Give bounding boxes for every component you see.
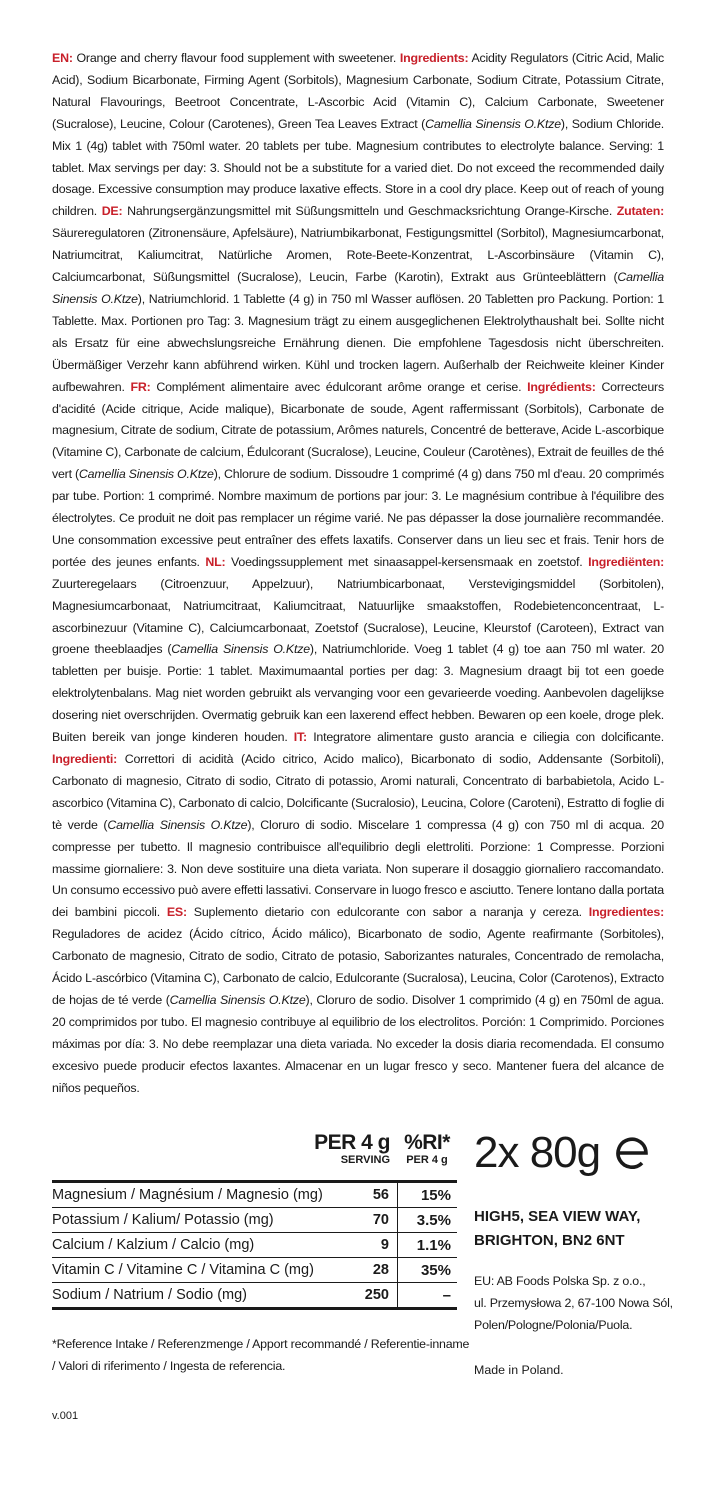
table-row [52,1258,457,1283]
nutrient-value: 28 [337,1258,398,1283]
nutrient-name: Potassium / Kalium/ Potassio (mg) [52,1208,337,1233]
ingredients-label-it: Ingredienti: [52,752,118,766]
reference-intake-footnote: *Reference Intake / Referenzmenge / Apport recommandé / Referentie-inname / Valori di riferimento / Ingesta de referencia. [52,1337,470,1373]
per-4g-heading: PER 4 g [314,1131,390,1154]
pack-quantity-row [474,1125,674,1181]
ingredients-label-nl: Ingrediënten: [588,554,665,569]
directions-text-en: ), Sodium Chloride. Mix 1 (4g) tablet with 750ml water. 20 tablets per tube. Magnesium contributes to electrolyte balance. Serving: 1 tablet. Max servings per day: 3. Should not be a substitute for a varied diet. Do not exceed the recommended daily dosage. Excessive consumption may produce laxative effects. Store in a cool dry place. Keep out of reach of young children. [52,116,665,219]
nutrient-ri: 1.1% [398,1233,458,1258]
serving-subheading: SERVING [340,1154,390,1166]
ingredients-label-es: Ingredientes: [588,905,664,920]
species-name-fr: Camellia Sinensis O.Ktze [78,467,214,482]
ri-subheading: PER 4 g [406,1154,448,1166]
ri-heading: %RI* [404,1131,450,1154]
address-line-2: BRIGHTON, BN2 6NT [474,1232,625,1249]
ingredients-text-fr: Correcteurs d'acidité (Acide citrique, Acide malique), Bicarbonate de soude, Agent raffermissant (Sorbitols), Carbonate de magnesium, Citrate de sodium, Citrate de potassium, Arômes naturels, Concentré de betterave, Acide L-ascorbique (Vitamine C), Carbonate de calcium, Édulcorant (Sucralose), Leucine, Couleur (Carotènes), Extrait de feuilles de thé vert ( [52,379,664,482]
species-name-de: Camellia Sinensis O.Ktze [52,270,664,306]
nutrient-name: Magnesium / Magnésium / Magnesio (mg) [52,1182,337,1208]
pack-info [474,1125,674,1380]
ingredients-text-en: Acidity Regulators (Citric Acid, Malic Acid), Sodium Bicarbonate, Firming Agent (Sorbitols), Magnesium Carbonate, Sodium Citrate, Potassium Citrate, Natural Flavourings, Beetroot Concentrate, L-Ascorbic Acid (Vitamin C), Calcium Carbonate, Sweetener (Sucralose), Leucine, Colour (Carotenes), Green Tea Leaves Extract ( [52,51,664,131]
ingredients-label-en: Ingredients: [399,51,469,65]
nutrient-ri: 15% [398,1182,458,1208]
nutrient-ri: – [398,1283,458,1309]
nutrient-value: 70 [337,1208,398,1233]
nutrient-ri: 3.5% [398,1208,458,1233]
ingredients-text-de: Säureregulatoren (Zitronensäure, Apfelsäure), Natriumbikarbonat, Festigungsmittel (Sorbitol), Magnesiumcarbonat, Natriumcitrat, Kaliumcitrat, Natürliche Aromen, Rote-Beete-Konzentrat, L-Ascorbinsäure (Vitamin C), Calciumcarbonat, Süßungsmittel (Sucralose), Leucin, Farbe (Karotin), Extrakt aus Grünteeblättern ( [52,226,664,285]
address-line-1: HIGH5, SEA VIEW WAY, [474,1208,641,1225]
table-row [52,1283,457,1309]
version-code: v.001 [52,1410,79,1422]
species-name-it: Camellia Sinensis O.Ktze [107,817,248,832]
lang-code-fr: FR: [130,379,151,394]
product-description-it: Integratore alimentare gusto arancia e ciliegia con dolcificante. [313,730,664,745]
species-name-nl: Camellia Sinensis O.Ktze [171,642,310,657]
nutrition-table-header [52,1130,457,1180]
eu-line-1: EU: AB Foods Polska Sp. z o.o., [474,1274,646,1288]
ri-header [398,1132,456,1167]
eu-importer-address [474,1271,674,1337]
nutrient-name: Sodium / Natrium / Sodio (mg) [52,1283,337,1309]
nutrient-ri: 35% [398,1258,458,1283]
product-description-de: Nahrungsergänzungsmittel mit Süßungsmitteln und Geschmacksrichtung Orange-Kirsche. [127,204,613,219]
directions-text-it: ), Cloruro di sodio. Miscelare 1 compressa (4 g) con 750 ml di acqua. 20 compresse per tubetto. Il magnesio contribuisce all'equilibrio degli elettroliti. Porzione: 1 Compresse. Porzioni massime giornaliere: 3. Non deve sostituire una dieta variata. Non superare il dosaggio giornaliero raccomandato. Un consumo eccessivo può avere effetti lassativi. Conservare in luogo fresco e asciutto. Tenere lontano dalla portata dei bambini piccoli. [52,817,664,920]
lang-code-it: IT: [293,730,307,745]
lang-code-de: DE: [101,204,123,219]
species-name-en: Camellia Sinensis O.Ktze [425,116,561,131]
ingredients-text-it: Correttori di acidità (Acido citrico, Acido malico), Bicarbonato di sodio, Addensante (Sorbitoli), Carbonato di magnesio, Citrato di sodio, Citrato di potassio, Aromi naturali, Concentrato di barbabietola, Acido L-ascorbico (Vitamina C), Carbonato di calcio, Dolcificante (Sucralosio), Leucina, Colore (Caroteni), Estratto di foglie di tè verde ( [52,752,664,832]
product-description-es: Suplemento dietario con edulcorante con sabor a naranja y cereza. [193,905,582,920]
nutrient-value: 9 [337,1233,398,1258]
ingredients-text-nl: Zuurteregelaars (Citroenzuur, Appelzuur), Natriumbicarbonaat, Verstevigingsmiddel (Sorbitolen), Magnesiumcarbonaat, Natriumcitraat, Kaliumcitraat, Natuurlijke smaakstoffen, Rodebietenconcentraat, L-ascorbinezuur (Vitamine C), Calciumcarbonaat, Zoetstof (Sucralose), Leucine, Kleurstof (Caroteen), Extract van groene theeblaadjes ( [52,576,664,657]
product-description-en: Orange and cherry flavour food supplement with sweetener. [76,51,397,65]
ingredients-text-es: Reguladores de acidez (Ácido cítrico, Ácido málico), Bicarbonato de sodio, Agente reafirmante (Sorbitoles), Carbonato de magnesio, Citrato de sodio, Citrato de potasio, Saborizantes naturales, Concentrado de remolacha, Ácido L-ascórbico (Vitamina C), Carbonato de calcio, Edulcorante (Sucralosa), Leucina, Color (Carotenos), Extracto de hojas de té verde ( [52,927,664,1007]
pack-quantity: 2x 80g [474,1128,601,1177]
lang-code-nl: NL: [205,554,226,569]
made-in-note: Made in Poland. [474,1362,564,1377]
lang-code-en: EN: [52,51,73,65]
directions-text-fr: ), Chlorure de sodium. Dissoudre 1 comprimé (4 g) dans 750 ml d'eau. 20 comprimés par tube. Portion: 1 comprimé. Nombre maximum de portions par jour: 3. Le magnésium contribue à l'équilibre des électrolytes. Ce produit ne doit pas remplacer un régime varié. Ne pas dépasser la dose journalière recommandée. Une consommation excessive peut entraîner des effets laxatifs. Conserver dans un lieu sec et frais. Tenir hors de portée des jeunes enfants. [52,467,664,569]
product-description-nl: Voedingssupplement met sinaasappel-kersensmaak en zoetstof. [231,554,583,569]
nutrition-rows [52,1180,457,1310]
per-serving-header [310,1132,390,1167]
manufacturer-address [474,1205,674,1253]
nutrition-table [52,1130,457,1310]
eu-line-3: Polen/Pologne/Polonia/Puola. [474,1317,633,1332]
estimated-sign-icon [612,1133,652,1173]
directions-text-es: ), Cloruro de sodio. Disolver 1 comprimido (4 g) en 750ml de agua. 20 comprimidos por tubo. El magnesio contribuye al equilibrio de los electrolitos. Porción: 1 Comprimido. Porciones máximas por día: 3. No debe reemplazar una dieta variada. No exceder la dosis diaria recomendada. El consumo excesivo puede producir efectos laxantes. Almacenar en un lugar fresco y seco. Mantener fuera del alcance de niños pequeños. [52,992,664,1095]
multilingual-label-text [52,48,664,1100]
table-row [52,1208,457,1233]
nutrient-name: Vitamin C / Vitamine C / Vitamina C (mg) [52,1258,337,1283]
table-row [52,1233,457,1258]
lang-code-es: ES: [166,905,187,920]
eu-line-2: ul. Przemysłowa 2, 67-100 Nowa Sól, [474,1295,673,1310]
ingredients-label-de: Zutaten: [616,204,665,219]
species-name-es: Camellia Sinensis O.Ktze [169,992,306,1007]
directions-text-nl: ), Natriumchloride. Voeg 1 tablet (4 g) toe aan 750 ml water. 20 tabletten per buisje. Portie: 1 tablet. Maximumaantal porties per dag: 3. Magnesium draagt bij tot een goede elektrolytenbalans. Mag niet worden gebruikt als vervanging voor een gevarieerde voeding. Aanbevolen dagelijkse dosering niet overschrijden. Overmatig gebruik kan een laxerend effect hebben. Bewaren op een koele, droge plek. Buiten bereik van jonge kinderen houden. [52,642,664,745]
ingredients-label-fr: Ingrédients: [527,379,596,394]
table-row [52,1182,457,1208]
nutrient-name: Calcium / Kalzium / Calcio (mg) [52,1233,337,1258]
nutrient-value: 56 [337,1182,398,1208]
directions-text-de: ), Natriumchlorid. 1 Tablette (4 g) in 750 ml Wasser auflösen. 20 Tabletten pro Packung. Portion: 1 Tablette. Max. Portionen pro Tag: 3. Magnesium trägt zu einem ausgeglichenen Elektrolythaushalt bei. Sollte nicht als Ersatz für eine abwechslungsreiche Ernährung dienen. Die empfohlene Tagesdosis nicht überschreiten. Übermäßiger Verzehr kann abführend wirken. Kühl und trocken lagern. Außerhalb der Reichweite kleiner Kinder aufbewahren. [52,291,664,394]
nutrient-value: 250 [337,1283,398,1309]
product-description-fr: Complément alimentaire avec édulcorant arôme orange et cerise. [156,379,522,394]
